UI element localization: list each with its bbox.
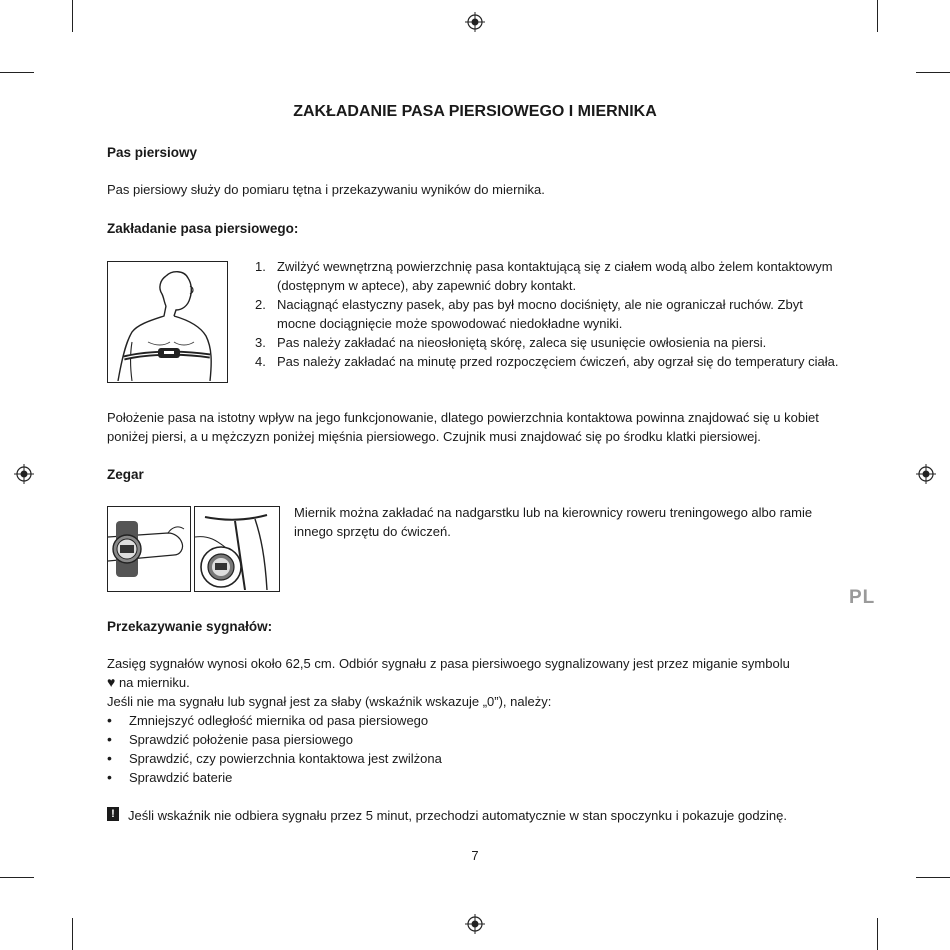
crop-mark: [916, 72, 950, 73]
crop-mark: [877, 0, 878, 32]
section-heading-signal: Przekazywanie sygnałów:: [107, 619, 273, 634]
registration-mark-icon: [916, 464, 936, 484]
page-title: ZAKŁADANIE PASA PIERSIOWEGO I MIERNIKA: [293, 103, 657, 120]
list-item: [255, 352, 845, 371]
step-text: Pas należy zakładać na nieosłoniętą skórę, zaleca się usunięcie owłosienia na piersi.: [277, 335, 767, 350]
crop-mark: [0, 877, 34, 878]
list-item: [255, 257, 845, 295]
list-item: [107, 711, 807, 730]
man-with-chest-strap-icon: [108, 262, 226, 381]
section-heading-clock: Zegar: [107, 467, 144, 482]
list-item: [255, 295, 845, 333]
warning-icon: !: [107, 807, 119, 821]
bullet-icon: •: [107, 712, 112, 728]
watch-on-handlebar-icon: [195, 507, 278, 590]
crop-mark: [72, 0, 73, 32]
language-tab: PL: [849, 587, 876, 608]
registration-mark-icon: [14, 464, 34, 484]
list-item: [255, 333, 845, 352]
step-text: Zwilżyć wewnętrzną powierzchnię pasa kontaktującą się z ciałem wodą albo żelem kontaktowym (dostępnym w aptece), aby zapewnić dobry kontakt.: [277, 259, 833, 293]
list-item: [107, 768, 807, 787]
troubleshooting-list: [107, 711, 807, 787]
bullet-text: Sprawdzić położenie pasa piersiowego: [129, 732, 354, 747]
no-signal-text: Jeśli nie ma sygnału lub sygnał jest za słaby (wskaźnik wskazuje „0”), należy:: [107, 694, 552, 709]
wrist-watch-illustration: [107, 506, 191, 592]
registration-mark-icon: [465, 12, 485, 32]
step-text: Naciągnąć elastyczny pasek, aby pas był mocno dociśnięty, ale nie ograniczał ruchów. Zbyt mocne dociągnięcie może spowodować niedokładne wyniki.: [277, 297, 803, 331]
step-number: 3.: [255, 335, 266, 350]
registration-mark-icon: [465, 914, 485, 934]
crop-mark: [0, 72, 34, 73]
bullet-icon: •: [107, 750, 112, 766]
list-item: [107, 730, 807, 749]
subheading-strap-fitting: Zakładanie pasa piersiowego:: [107, 221, 299, 236]
warning-text: Jeśli wskaźnik nie odbiera sygnału przez 5 minut, przechodzi automatycznie w stan spoczynku i pokazuje godzinę.: [128, 808, 788, 823]
step-number: 4.: [255, 354, 266, 369]
list-item: [107, 749, 807, 768]
section-heading-chest-strap: Pas piersiowy: [107, 145, 198, 160]
crop-mark: [916, 877, 950, 878]
clock-mounting-text: Miernik można zakładać na nadgarstku lub na kierownicy roweru treningowego albo ramie innego sprzętu do ćwiczeń.: [294, 505, 813, 539]
bullet-icon: •: [107, 769, 112, 785]
placement-note: Położenie pasa na istotny wpływ na jego funkcjonowanie, dlatego powierzchnia kontaktowa powinna znajdować się u kobiet poniżej piersi, a u mężczyzn poniżej mięśnia piersiowego. Czujnik musi znajdować się po środku klatki piersiowej.: [107, 410, 819, 444]
watch-on-wrist-icon: [108, 507, 189, 590]
bullet-icon: •: [107, 731, 112, 747]
bullet-text: Sprawdzić, czy powierzchnia kontaktowa jest zwilżona: [129, 751, 442, 766]
strap-fitting-steps: [255, 257, 845, 371]
bullet-text: Zmniejszyć odległość miernika od pasa piersiowego: [129, 713, 429, 728]
signal-range-text-end: na mierniku.: [118, 675, 190, 690]
page-number: 7: [471, 848, 479, 863]
step-number: 1.: [255, 259, 266, 274]
signal-range-paragraph: [107, 654, 847, 711]
chest-strap-illustration: [107, 261, 228, 383]
step-text: Pas należy zakładać na minutę przed rozpoczęciem ćwiczeń, aby ogrzał się do temperatury ciała.: [277, 354, 839, 369]
bullet-text: Sprawdzić baterie: [129, 770, 233, 785]
bike-mounted-watch-illustration: [194, 506, 280, 592]
heart-icon: ♥: [107, 674, 116, 690]
chest-strap-intro: Pas piersiowy służy do pomiaru tętna i przekazywaniu wyników do miernika.: [107, 182, 545, 197]
crop-mark: [72, 918, 73, 950]
crop-mark: [877, 918, 878, 950]
step-number: 2.: [255, 297, 266, 312]
signal-range-text: Zasięg sygnałów wynosi około 62,5 cm. Odbiór sygnału z pasa piersiwoego sygnalizowany jest przez miganie symbolu: [107, 656, 790, 671]
